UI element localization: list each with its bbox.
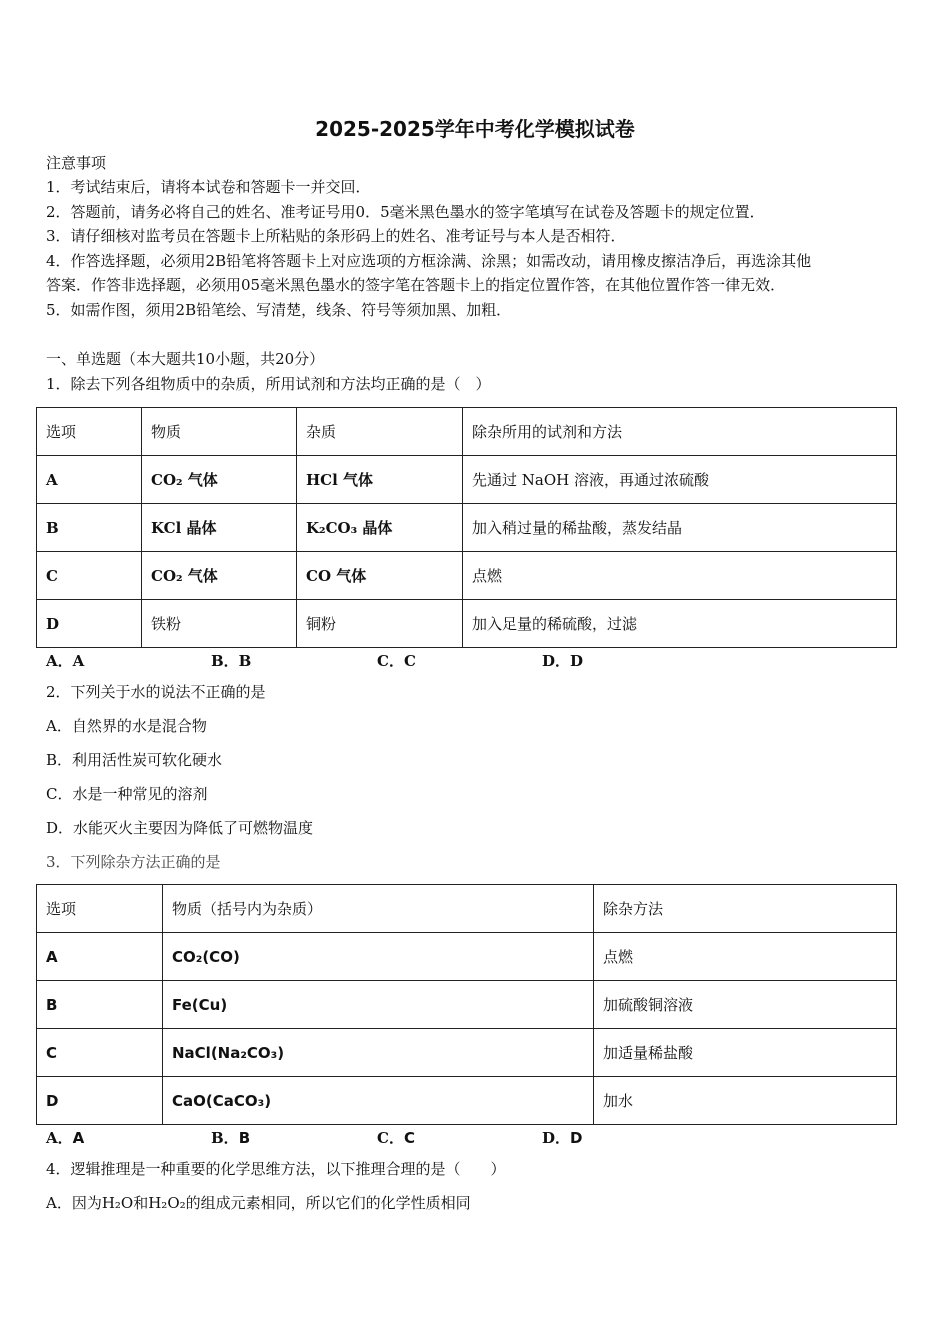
table-cell: KCl 晶体 — [142, 504, 297, 552]
table-cell: 先通过 NaOH 溶液，再通过浓硫酸 — [463, 456, 897, 504]
question-2-stem: 2．下列关于水的说法不正确的是 — [46, 683, 266, 701]
table-cell: CaO(CaCO₃) — [163, 1077, 594, 1125]
table-header: 杂质 — [297, 408, 463, 456]
question-1-stem: 1．除去下列各组物质中的杂质，所用试剂和方法均正确的是（ ） — [46, 375, 491, 393]
note-item: 3．请仔细核对监考员在答题卡上所粘贴的条形码上的姓名、准考证号与本人是否相符． — [46, 227, 626, 245]
choice-a[interactable]: A．A — [46, 652, 85, 670]
choice-value: D — [570, 1129, 583, 1147]
choice-prefix: C． — [377, 1129, 404, 1147]
table-cell: CO₂(CO) — [163, 933, 594, 981]
table-cell: CO₂ 气体 — [142, 552, 297, 600]
choice-value: A — [72, 1129, 85, 1147]
option-d[interactable]: D．水能灭火主要因为降低了可燃物温度 — [46, 819, 314, 837]
table-row — [37, 1029, 897, 1077]
table-cell: A — [37, 933, 163, 981]
note-item: 4．作答选择题，必须用2B铅笔将答题卡上对应选项的方框涂满、涂黑；如需改动，请用橡皮擦洁净后，再选涂其他 — [46, 252, 812, 270]
page-title: 2025-2025学年中考化学模拟试卷 — [315, 117, 635, 141]
option-a[interactable]: A．因为H₂O和H₂O₂的组成元素相同，所以它们的化学性质相同 — [46, 1194, 471, 1212]
table-cell: C — [37, 1029, 163, 1077]
table-cell: D — [37, 600, 142, 648]
table-header: 除杂所用的试剂和方法 — [463, 408, 897, 456]
table-cell: B — [37, 981, 163, 1029]
question-4-stem: 4．逻辑推理是一种重要的化学思维方法，以下推理合理的是（ ） — [46, 1160, 506, 1178]
table-row — [37, 600, 897, 648]
table-cell: NaCl(Na₂CO₃) — [163, 1029, 594, 1077]
table-cell: Fe(Cu) — [163, 981, 594, 1029]
option-b[interactable]: B．利用活性炭可软化硬水 — [46, 751, 223, 769]
note-item: 2．答题前，请务必将自己的姓名、准考证号用0．5毫米黑色墨水的签字笔填写在试卷及答题卡的规定位置． — [46, 203, 765, 221]
table-row — [37, 933, 897, 981]
table-header: 物质 — [142, 408, 297, 456]
table-cell: 点燃 — [463, 552, 897, 600]
table-row — [37, 504, 897, 552]
question-3-stem: 3．下列除杂方法正确的是 — [46, 853, 221, 871]
choice-value: B — [238, 1129, 251, 1147]
question-1-table — [36, 407, 897, 648]
table-cell: 加入稍过量的稀盐酸，蒸发结晶 — [463, 504, 897, 552]
table-cell: D — [37, 1077, 163, 1125]
table-row — [37, 981, 897, 1029]
choice-a[interactable] — [46, 1127, 84, 1148]
table-row — [37, 552, 897, 600]
choice-b[interactable]: B．B — [211, 652, 252, 670]
option-c[interactable]: C．水是一种常见的溶剂 — [46, 785, 208, 803]
choice-prefix: A． — [46, 1129, 73, 1147]
note-item: 5．如需作图，须用2B铅笔绘、写清楚，线条、符号等须加黑、加粗． — [46, 301, 512, 319]
table-header: 选项 — [37, 408, 142, 456]
table-header: 物质（括号内为杂质） — [163, 885, 594, 933]
table-header-row — [37, 885, 897, 933]
table-cell: K₂CO₃ 晶体 — [297, 504, 463, 552]
choice-prefix: D． — [542, 1129, 571, 1147]
note-item: 1．考试结束后，请将本试卷和答题卡一并交回． — [46, 178, 371, 196]
table-header: 选项 — [37, 885, 163, 933]
table-cell: 加入足量的稀硫酸，过滤 — [463, 600, 897, 648]
note-item: 答案．作答非选择题，必须用05毫米黑色墨水的签字笔在答题卡上的指定位置作答，在其他位置作答一律无效． — [46, 276, 786, 294]
choice-d[interactable] — [542, 1127, 582, 1148]
choice-d[interactable]: D．D — [542, 652, 584, 670]
choice-b[interactable] — [211, 1127, 250, 1148]
table-cell: 铜粉 — [297, 600, 463, 648]
table-cell: 点燃 — [594, 933, 897, 981]
table-cell: B — [37, 504, 142, 552]
table-cell: HCl 气体 — [297, 456, 463, 504]
question-3-table — [36, 884, 897, 1125]
choice-c[interactable] — [377, 1127, 415, 1148]
table-cell: CO₂ 气体 — [142, 456, 297, 504]
table-cell: 铁粉 — [142, 600, 297, 648]
table-cell: C — [37, 552, 142, 600]
table-cell: A — [37, 456, 142, 504]
choice-value: C — [403, 1129, 415, 1147]
section-heading: 一、单选题（本大题共10小题，共20分） — [46, 350, 325, 368]
table-header-row — [37, 408, 897, 456]
table-row — [37, 456, 897, 504]
table-cell: CO 气体 — [297, 552, 463, 600]
table-cell: 加硫酸铜溶液 — [594, 981, 897, 1029]
table-cell: 加适量稀盐酸 — [594, 1029, 897, 1077]
choice-prefix: B． — [211, 1129, 239, 1147]
choice-c[interactable]: C．C — [377, 652, 416, 670]
table-row — [37, 1077, 897, 1125]
notes-heading: 注意事项 — [46, 154, 107, 172]
option-a[interactable]: A．自然界的水是混合物 — [46, 717, 207, 735]
table-header: 除杂方法 — [594, 885, 897, 933]
table-cell: 加水 — [594, 1077, 897, 1125]
